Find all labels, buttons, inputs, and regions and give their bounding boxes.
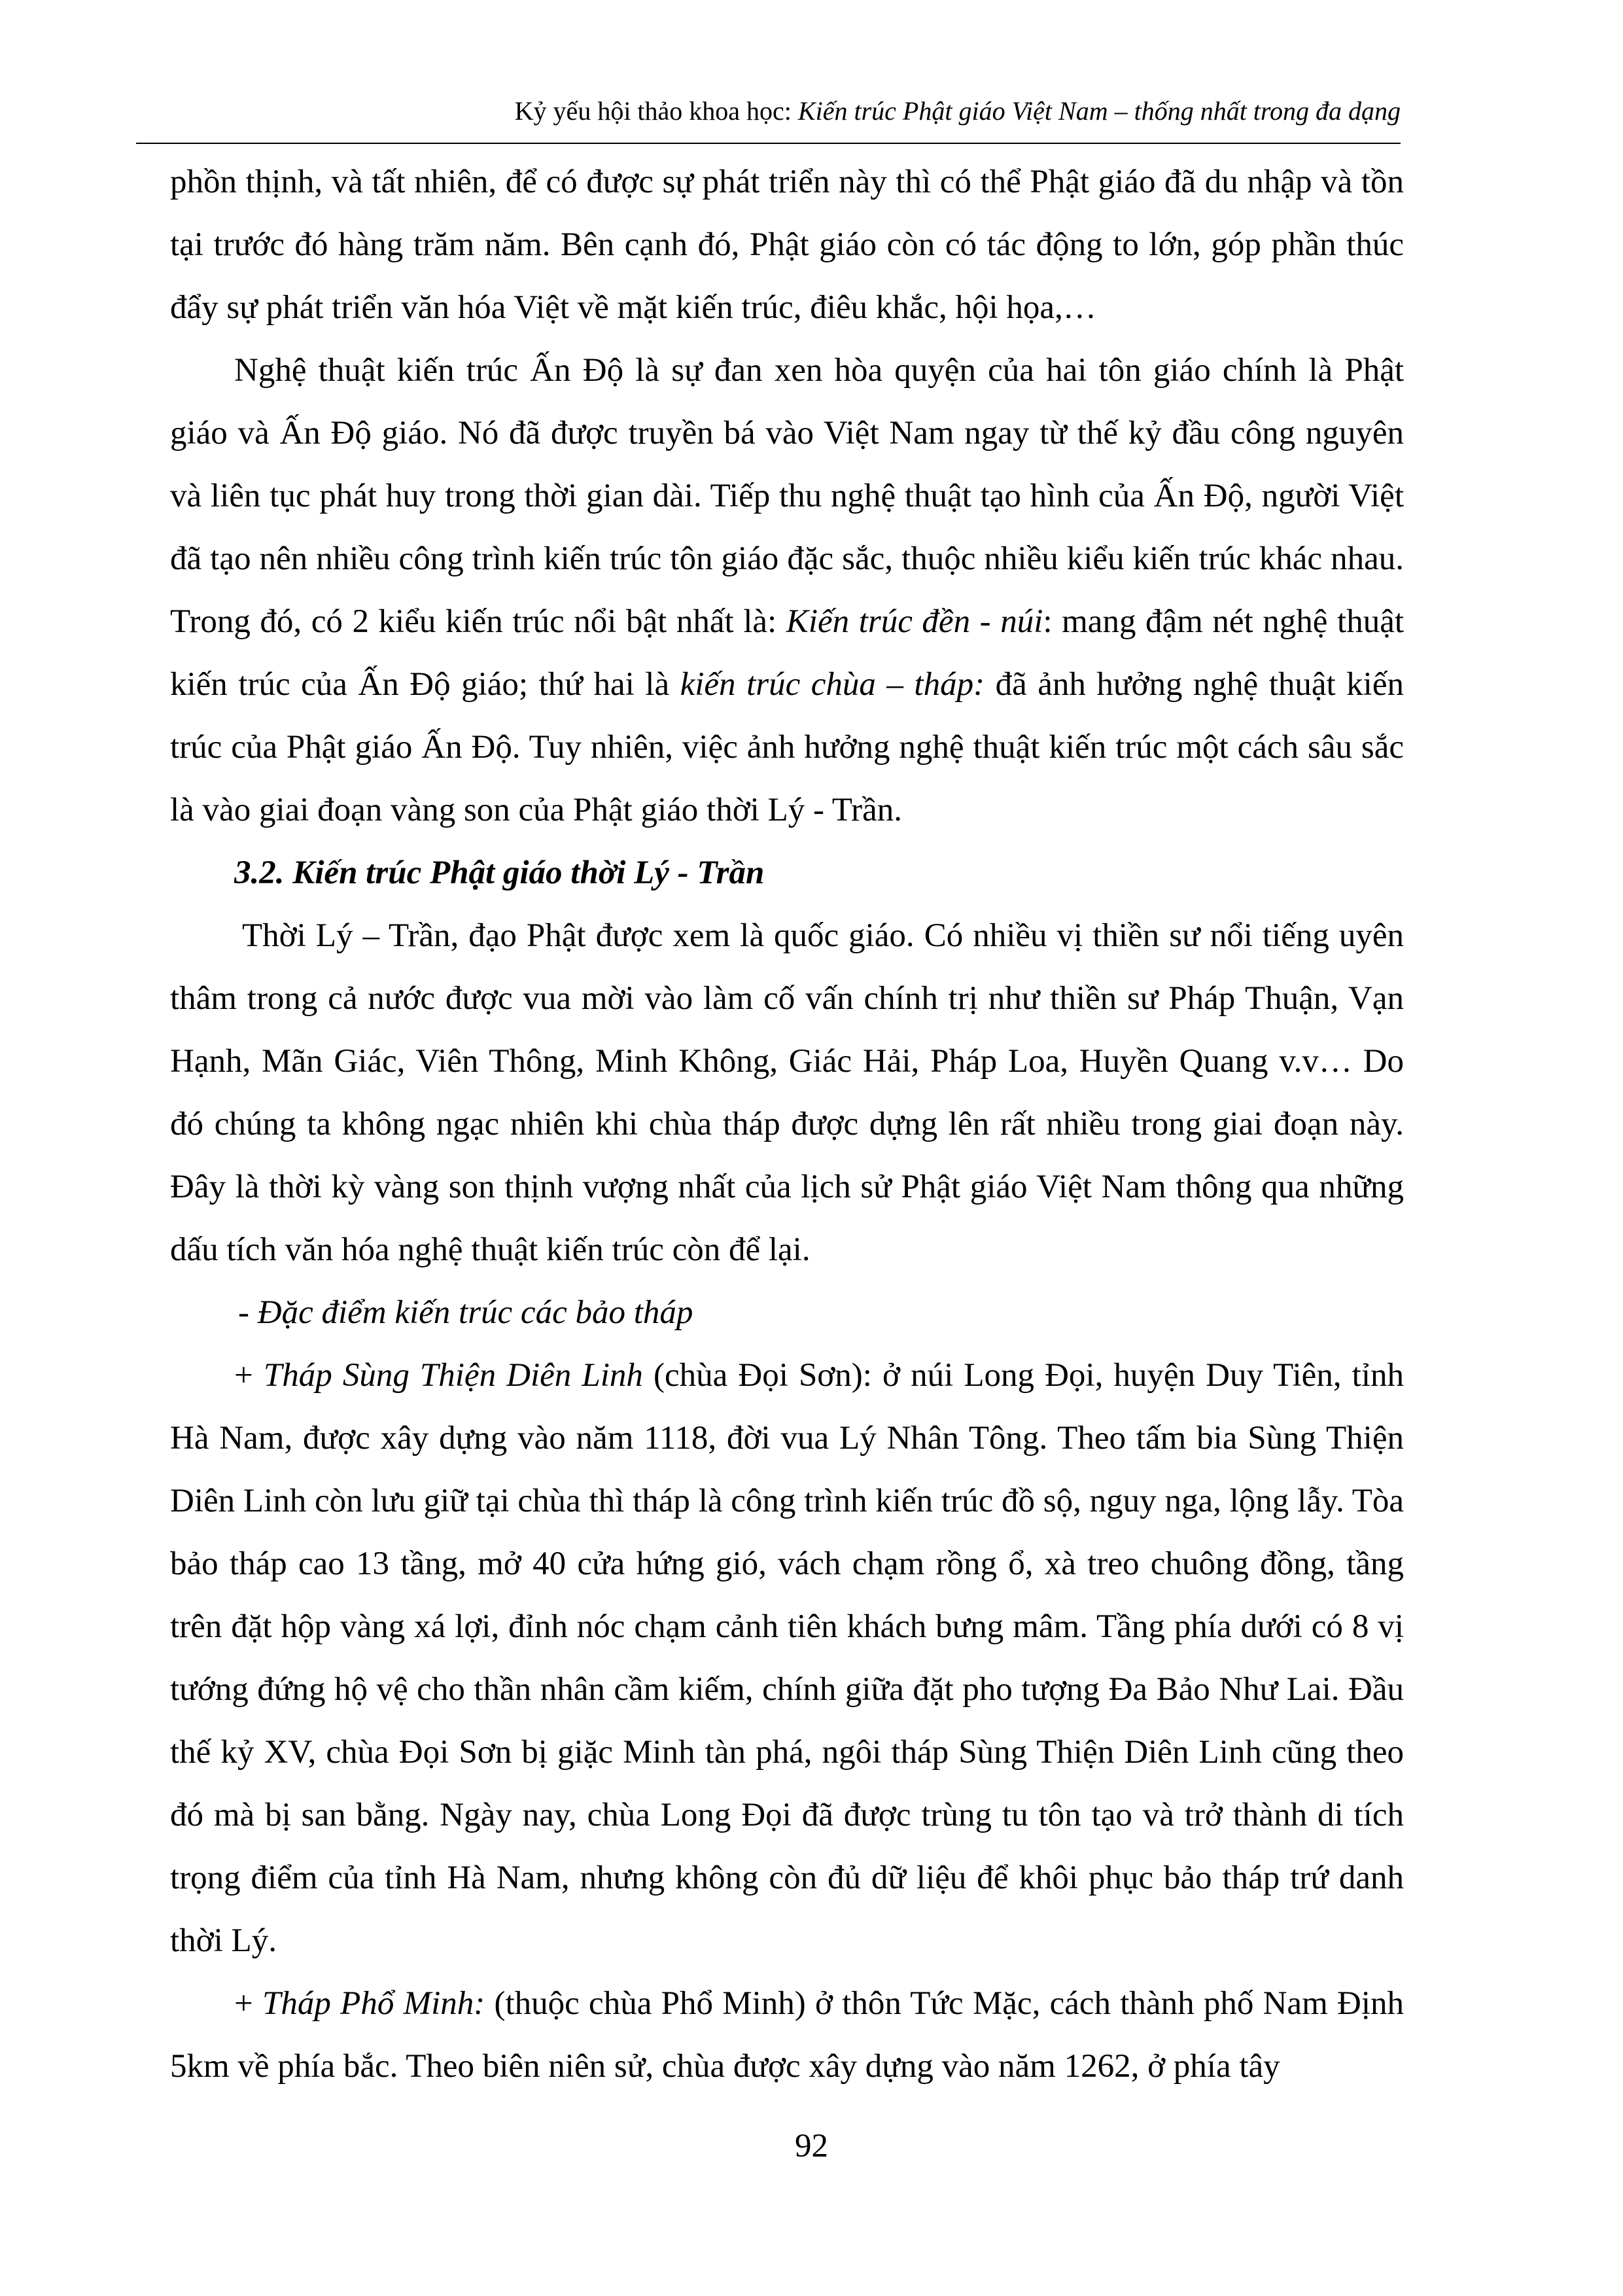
page-number: 92 [795,2128,828,2164]
paragraph-2-text-1: Nghệ thuật kiến trúc Ấn Độ là sự đan xen hòa quyện của hai tôn giáo chính là Phật giáo và Ấn Độ giáo. Nó đã được truyền bá vào Việt Nam ngay từ thế kỷ đầu công nguyên và liên tục phát huy trong thời gian dài. Tiếp thu nghệ thuật tạo hình của Ấn Độ, người Việt đã tạo nên nhiều công trình kiến trúc tôn giáo đặc sắc, thuộc nhiều kiểu kiến trúc khác nhau. Trong đó, có 2 kiểu kiến trúc nổi bật nhất là: [170,352,1404,640]
header-rule [136,143,1401,144]
page-body [170,150,1404,2098]
header-prefix: Kỷ yếu hội thảo khoa học: [514,96,798,126]
header-title: Kiến trúc Phật giáo Việt Nam – thống nhất trong đa dạng [797,96,1401,126]
paragraph-2-text-2: : mang đậm nét nghệ thuật kiến trúc của Ấn Độ giáo; thứ hai là [170,603,1404,703]
paragraph-1: phồn thịnh, và tất nhiên, để có được sự phát triển này thì có thể Phật giáo đã du nhập và tồn tại trước đó hàng trăm năm. Bên cạnh đó, Phật giáo còn có tác động to lớn, góp phần thúc đẩy sự phát triển văn hóa Việt về mặt kiến trúc, điêu khắc, hội họa,… [170,164,1404,326]
paragraph-2-text-3: đã ảnh hưởng nghệ thuật kiến trúc của Phật giáo Ấn Độ. Tuy nhiên, việc ảnh hưởng nghệ thuật kiến trúc một cách sâu sắc là vào giai đoạn vàng son của Phật giáo thời Lý - Trần. [170,666,1404,828]
paragraph-5-text: (thuộc chùa Phổ Minh) ở thôn Tức Mặc, cách thành phố Nam Định 5km về phía bắc. Theo biên niên sử, chùa được xây dựng vào năm 1262, ở phía tây [170,1985,1405,2085]
paragraph-2-italic-1: Kiến trúc đền - núi [786,603,1043,640]
paragraph-4 [170,1344,1404,1972]
paragraph-2 [170,339,1404,841]
paragraph-4-italic: Tháp Sùng Thiện Diên Linh [263,1357,643,1394]
running-header [0,92,1401,131]
section-heading: 3.2. Kiến trúc Phật giáo thời Lý - Trần [234,855,765,891]
paragraph-5 [170,1972,1404,2098]
paragraph-5-italic: Tháp Phổ Minh: [262,1985,485,2022]
paragraph-3: Thời Lý – Trần, đạo Phật được xem là quốc giáo. Có nhiều vị thiền sư nổi tiếng uyên thâm trong cả nước được vua mời vào làm cố vấn chính trị như thiền sư Pháp Thuận, Vạn Hạnh, Mãn Giác, Viên Thông, Minh Không, Giác Hải, Pháp Loa, Huyền Quang v.v… Do đó chúng ta không ngạc nhiên khi chùa tháp được dựng lên rất nhiều trong giai đoạn này. Đây là thời kỳ vàng son thịnh vượng nhất của lịch sử Phật giáo Việt Nam thông qua những dấu tích văn hóa nghệ thuật kiến trúc còn để lại. [170,917,1404,1268]
subheading: - Đặc điểm kiến trúc các bảo tháp [238,1294,693,1331]
paragraph-4-text: (chùa Đọi Sơn): ở núi Long Đọi, huyện Duy Tiên, tỉnh Hà Nam, được xây dựng vào năm 1118, đời vua Lý Nhân Tông. Theo tấm bia Sùng Thiện Diên Linh còn lưu giữ tại chùa thì tháp là công trình kiến trúc đồ sộ, nguy nga, lộng lẫy. Tòa bảo tháp cao 13 tầng, mở 40 cửa hứng gió, vách chạm rồng ổ, xà treo chuông đồng, tầng trên đặt hộp vàng xá lợi, đỉnh nóc chạm cảnh tiên khách bưng mâm. Tầng phía dưới có 8 vị tướng đứng hộ vệ cho thần nhân cầm kiếm, chính giữa đặt pho tượng Đa Bảo Như Lai. Đầu thế kỷ XV, chùa Đọi Sơn bị giặc Minh tàn phá, ngôi tháp Sùng Thiện Diên Linh cũng theo đó mà bị san bằng. Ngày nay, chùa Long Đọi đã được trùng tu tôn tạo và trở thành di tích trọng điểm của tỉnh Hà Nam, nhưng không còn đủ dữ liệu để khôi phục bảo tháp trứ danh thời Lý. [170,1357,1404,1959]
paragraph-4-prefix: + [234,1357,264,1394]
paragraph-2-italic-2: kiến trúc chùa – tháp: [680,666,985,703]
paragraph-5-prefix: + [234,1985,263,2022]
